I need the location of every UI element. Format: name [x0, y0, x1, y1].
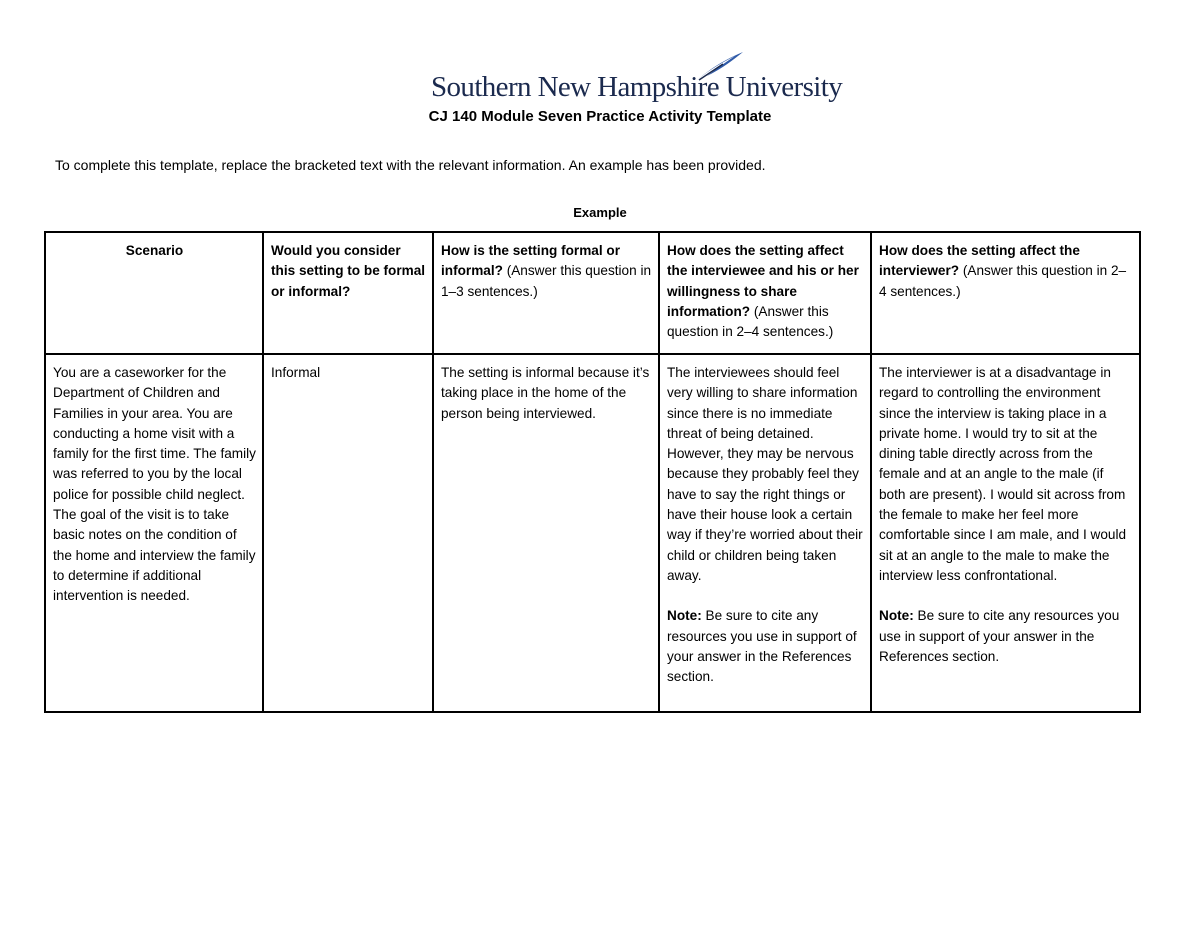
header-formal-informal: Would you consider this setting to be formal or informal?: [263, 232, 433, 354]
header-interviewer-effect: How does the setting affect the interviewer? (Answer this question in 2–4 sentences.): [871, 232, 1140, 354]
header-interviewee-effect: How does the setting affect the interviewee and his or her willingness to share information? (Answer this question in 2–4 sentences.): [659, 232, 871, 354]
cell-classification: Informal: [263, 354, 433, 712]
cell-interviewer-effect: [871, 354, 1140, 712]
interviewer-effect-text: The interviewer is at a disadvantage in regard to controlling the environment since the interview is taking place in a private home. I would try to sit at the dining table directly across from the female and at an angle to the male (if both are present). I would sit across from the female to make her feel more comfortable since I am male, and I would sit at an angle to the male to make the interview less confrontational.: [879, 365, 1127, 583]
instructions-text: To complete this template, replace the bracketed text with the relevant information. An example has been provided.: [55, 157, 766, 173]
header-how-setting: How is the setting formal or informal? (Answer this question in 1–3 sentences.): [433, 232, 659, 354]
table-header-row: [45, 232, 1140, 354]
interviewee-note: Note: Be sure to cite any resources you use in support of your answer in the References section.: [667, 608, 857, 685]
cell-how-setting: The setting is informal because it’s taking place in the home of the person being interviewed.: [433, 354, 659, 712]
university-logo: [431, 50, 843, 106]
example-table: [44, 231, 1141, 713]
section-label-example: Example: [573, 205, 627, 220]
document-title: CJ 140 Module Seven Practice Activity Template: [428, 108, 772, 125]
header-scenario: Scenario: [45, 232, 263, 354]
table-row: [45, 354, 1140, 712]
cell-interviewee-effect: [659, 354, 871, 712]
interviewee-effect-text: The interviewees should feel very willing to share information since there is no immediate threat of being detained. However, they may be nervous because they probably feel they have to say the right things or have their house look a certain way if they’re worried about their child or children being taken away.: [667, 365, 863, 583]
interviewer-note: Note: Be sure to cite any resources you use in support of your answer in the References section.: [879, 608, 1120, 664]
logo-text: Southern New Hampshire University: [431, 71, 843, 103]
cell-scenario: You are a caseworker for the Department of Children and Families in your area. You are conducting a home visit with a family for the first time. The family was referred to you by the local police for possible child neglect. The goal of the visit is to take basic notes on the condition of the home and interview the family to determine if additional intervention is needed.: [45, 354, 263, 712]
